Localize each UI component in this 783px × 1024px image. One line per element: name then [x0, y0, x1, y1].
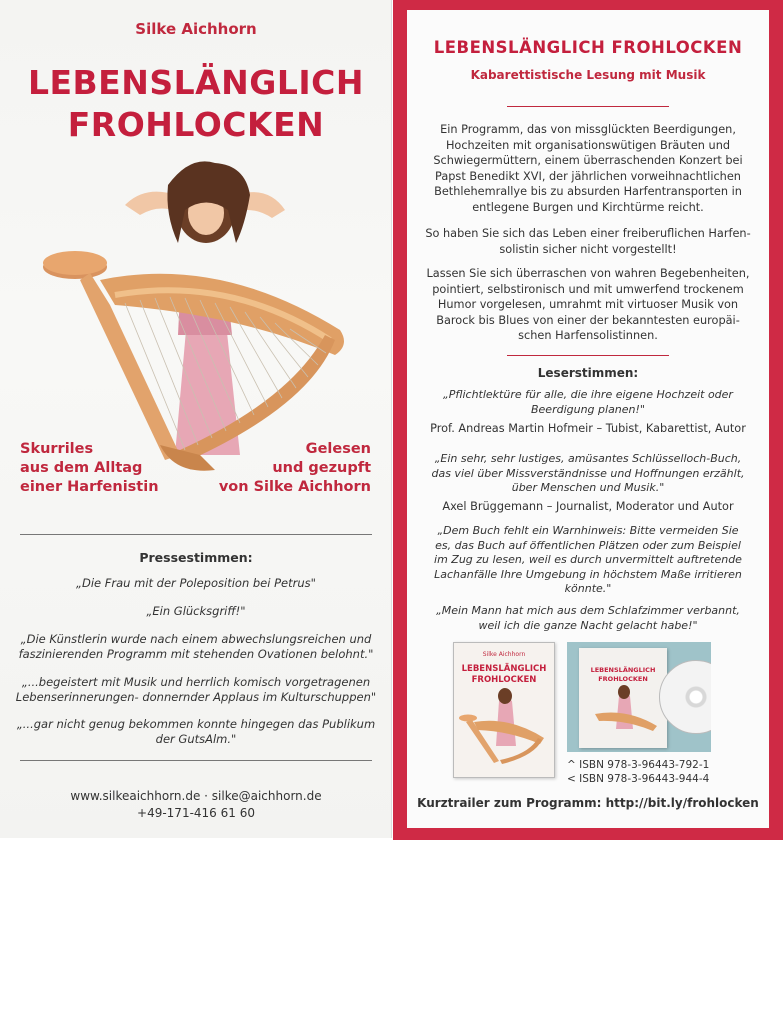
text-line: Lassen Sie sich überraschen von wahren Begebenheiten, [426, 267, 750, 280]
tagline-left-line: Skurriles [20, 441, 94, 457]
press-quote: faszinierenden Programm mit stehenden Ovationen belohnt." [18, 647, 374, 661]
text-line: solistin sicher nicht vorgestellt! [499, 242, 677, 256]
flyer-front [0, 0, 392, 838]
reader-quote-3 [417, 524, 759, 597]
divider [20, 760, 372, 761]
reader-quote-1 [417, 388, 759, 417]
text-line: „Ein sehr, sehr lustiges, amüsantes Schlüsselloch-Buch, [434, 452, 742, 465]
press-quote: „Die Frau mit der Poleposition bei Petrus" [76, 576, 316, 590]
isbn-book: ^ ISBN 978-3-96443-792-1 [567, 759, 710, 771]
tagline-right-line: von Silke Aichhorn [218, 479, 371, 495]
press-quote: der GutsAlm." [155, 732, 237, 746]
cd-title-line: FROHLOCKEN [598, 675, 648, 683]
description-paragraph-2 [417, 226, 759, 257]
text-line: über Menschen und Musik." [511, 481, 665, 494]
reader-quote-2 [417, 452, 759, 496]
cd-cover [567, 642, 711, 752]
reader-attribution-1: Prof. Andreas Martin Hofmeir – Tubist, Kabarettist, Autor [430, 422, 746, 435]
tagline-left-line: aus dem Alltag [20, 460, 143, 476]
book-cover-harp-icon [454, 686, 554, 766]
text-line: „Dem Buch fehlt ein Warnhinweis: Bitte vermeiden Sie [437, 524, 739, 537]
text-line: weil ich die ganze Nacht gelacht habe!" [478, 618, 698, 632]
text-line: Lachanfälle Ihre Umgebung in höchstem Maße irritieren [434, 567, 742, 581]
title-line-1: LEBENSLÄNGLICH [27, 63, 365, 102]
text-line: könnte." [564, 582, 612, 595]
text-line: So haben Sie sich das Leben einer freiberuflichen Harfen- [425, 227, 751, 240]
press-quote: „Ein Glücksgriff!" [146, 604, 246, 618]
text-line: Schwiegermüttern, einem überraschenden Konzert bei [433, 154, 743, 167]
tagline-right-line: und gezupft [272, 460, 371, 476]
text-line: das viel über Missverständnisse und Hoffnungen erzählt, [431, 466, 745, 480]
trailer-link[interactable]: Kurztrailer zum Programm: http://bit.ly/frohlocken [417, 796, 759, 810]
description-paragraph-1 [417, 122, 759, 215]
press-quote: „...gar nicht genug bekommen konnte hingegen das Publikum [16, 717, 376, 731]
book-cover-author: Silke Aichhorn [482, 651, 526, 658]
reader-attribution-2: Axel Brüggemann – Journalist, Moderator und Autor [442, 500, 734, 513]
tagline-right-line: Gelesen [305, 441, 371, 457]
divider [507, 106, 669, 107]
back-title: LEBENSLÄNGLICH FROHLOCKEN [433, 38, 743, 57]
text-line: „Pflichtlektüre für alle, die ihre eigene Hochzeit oder [443, 388, 733, 401]
press-quote: „Die Künstlerin wurde nach einem abwechslungsreichen und [20, 632, 372, 646]
divider [20, 534, 372, 535]
isbn-cd: < ISBN 978-3-96443-944-4 [567, 773, 710, 785]
text-line: Ein Programm, das von missglückten Beerdigungen, [440, 123, 736, 136]
isbn-list [567, 758, 709, 786]
tagline-right [219, 440, 371, 497]
cd-title [579, 666, 667, 684]
text-line: Humor vorgelesen, umrahmt mit virtuoser Musik von [437, 298, 739, 311]
text-line: im Zug zu lesen, weil es durch unvermittelt auftretende [434, 553, 742, 566]
text-line: es, das Buch auf öffentlichen Plätzen oder zum Beispiel [435, 538, 741, 552]
author-name: Silke Aichhorn [135, 20, 257, 38]
main-title [0, 62, 392, 146]
tagline-left [20, 440, 159, 497]
press-quote: Lebenserinnerungen- donnernder Applaus im Kulturschuppen" [15, 690, 377, 704]
tagline-left-line: einer Harfenistin [20, 479, 159, 495]
book-cover-title-line: LEBENSLÄNGLICH [461, 664, 547, 674]
text-line: Papst Benedikt XVI, der jährlichen vorweihnachtlichen [435, 169, 741, 183]
divider [507, 355, 669, 356]
text-line: Beerdigung planen!" [530, 402, 645, 416]
press-quote: „...begeistert mit Musik und herrlich komisch vorgetragenen [21, 675, 371, 689]
back-subtitle: Kabarettistische Lesung mit Musik [470, 68, 706, 82]
text-line: entlegene Burgen und Kirchtürme reicht. [472, 200, 704, 214]
flyer-back [393, 0, 783, 840]
text-line: Barock bis Blues von einer der bekanntesten europäi- [436, 313, 740, 327]
cd-title-line: LEBENSLÄNGLICH [590, 666, 656, 674]
text-line: schen Harfensolistinnen. [518, 329, 658, 342]
cd-harp-icon [579, 684, 667, 744]
title-line-2: FROHLOCKEN [67, 105, 325, 144]
description-paragraph-3 [417, 266, 759, 344]
contact-web-mail[interactable]: www.silkeaichhorn.de · silke@aichhorn.de [70, 789, 322, 803]
cd-booklet [579, 648, 667, 748]
readers-heading: Leserstimmen: [537, 366, 639, 380]
text-line: „Mein Mann hat mich aus dem Schlafzimmer verbannt, [436, 604, 740, 617]
reader-quote-4 [417, 604, 759, 633]
contact-phone[interactable]: +49-171-416 61 60 [137, 806, 255, 820]
book-cover [453, 642, 555, 778]
text-line: Hochzeiten mit organisationswütigen Bräuten und [445, 138, 731, 152]
flyer-back-panel [407, 10, 769, 828]
press-heading: Pressestimmen: [139, 550, 253, 565]
book-cover-title [454, 664, 554, 686]
book-cover-title-line: FROHLOCKEN [471, 675, 537, 685]
text-line: pointiert, selbstironisch und mit umwerfend trockenem [432, 282, 744, 296]
text-line: Bethlehemrallye bis zu absurden Harfentransporten in [434, 185, 742, 198]
